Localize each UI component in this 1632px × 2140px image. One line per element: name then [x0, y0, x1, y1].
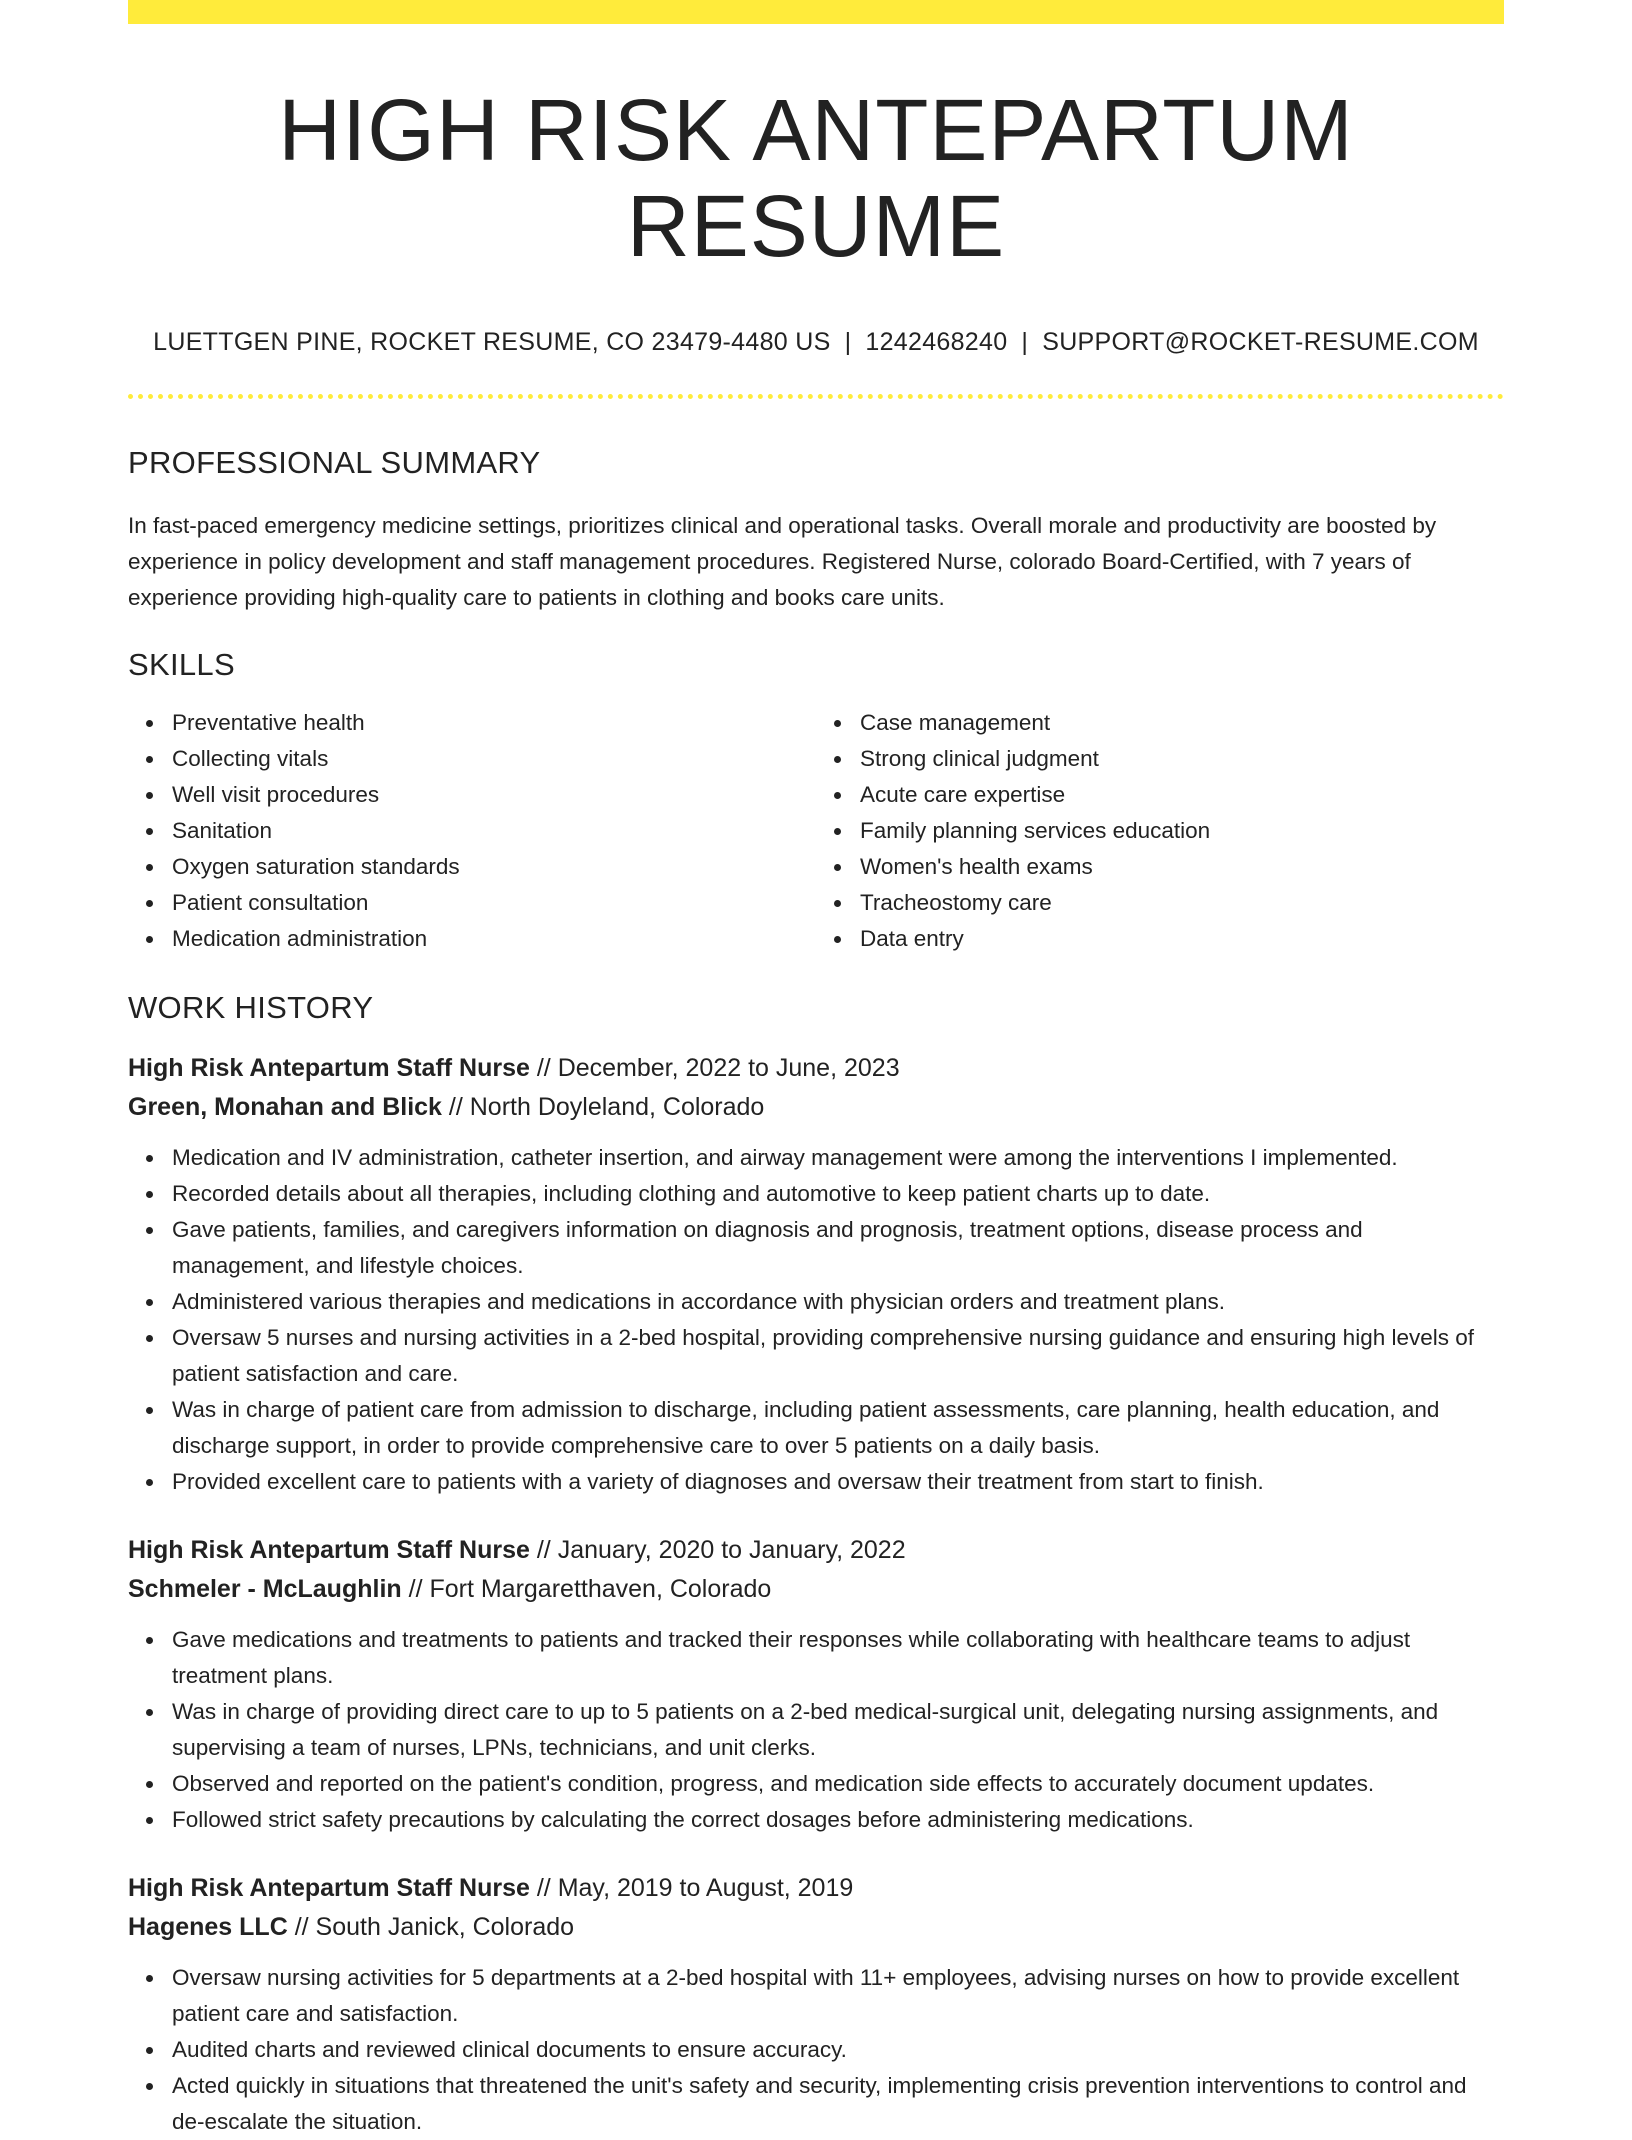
job-bullet: Oversaw 5 nurses and nursing activities in a 2-bed hospital, providing comprehensive nursing guidance and ensuring high levels of patient satisfaction and care. [172, 1320, 1504, 1392]
job-company-line [128, 1088, 1504, 1127]
job-title: High Risk Antepartum Staff Nurse [128, 1873, 530, 1902]
skill-item: Medication administration [172, 921, 816, 957]
contact-address: LUETTGEN PINE, ROCKET RESUME, CO 23479-4480 US [153, 328, 831, 357]
job-bullet: Recorded details about all therapies, including clothing and automotive to keep patient charts up to date. [172, 1176, 1504, 1212]
contact-email[interactable]: SUPPORT@ROCKET-RESUME.COM [1042, 328, 1479, 357]
job-list [128, 1049, 1504, 2140]
job-company: Hagenes LLC [128, 1912, 288, 1941]
resume-title: HIGH RISK ANTEPARTUM RESUME [278, 82, 1354, 275]
job-bullet: Administered various therapies and medications in accordance with physician orders and treatment plans. [172, 1284, 1504, 1320]
job-location: // North Doyleland, Colorado [441, 1092, 765, 1121]
skill-item: Women's health exams [860, 849, 1504, 885]
job-bullet: Followed strict safety precautions by calculating the correct dosages before administering medications. [172, 1802, 1504, 1838]
job-title: High Risk Antepartum Staff Nurse [128, 1053, 530, 1082]
job-bullet: Oversaw nursing activities for 5 departments at a 2-bed hospital with 11+ employees, advising nurses on how to provide excellent patient care and satisfaction. [172, 1960, 1504, 2032]
job-entry [128, 1531, 1504, 1838]
skills-list-right [816, 705, 1504, 957]
skill-item: Sanitation [172, 813, 816, 849]
skill-item: Preventative health [172, 705, 816, 741]
skill-item: Patient consultation [172, 885, 816, 921]
skills-heading: SKILLS [128, 646, 235, 682]
contact-phone[interactable]: 1242468240 [865, 328, 1008, 357]
job-company-line [128, 1570, 1504, 1609]
job-dates: // December, 2022 to June, 2023 [529, 1053, 900, 1082]
job-company-line [128, 1908, 1504, 1947]
job-dates: // May, 2019 to August, 2019 [529, 1873, 854, 1902]
resume-page [128, 0, 1504, 2140]
job-title-line [128, 1531, 1504, 1570]
job-bullet: Gave medications and treatments to patients and tracked their responses while collaborating with healthcare teams to adjust treatment plans. [172, 1622, 1504, 1694]
job-entry [128, 1869, 1504, 2140]
skill-item: Case management [860, 705, 1504, 741]
job-bullet: Observed and reported on the patient's condition, progress, and medication side effects to accurately document updates. [172, 1766, 1504, 1802]
skills-list-left [128, 705, 816, 957]
work-history-heading: WORK HISTORY [128, 989, 374, 1025]
skill-item: Acute care expertise [860, 777, 1504, 813]
skill-item: Tracheostomy care [860, 885, 1504, 921]
job-location: // South Janick, Colorado [287, 1912, 575, 1941]
accent-top-bar [128, 0, 1504, 24]
skills-columns [128, 705, 1504, 957]
job-bullet: Medication and IV administration, catheter insertion, and airway management were among the interventions I implemented. [172, 1140, 1504, 1176]
skill-item: Well visit procedures [172, 777, 816, 813]
skills-section [128, 646, 1504, 957]
job-entry [128, 1049, 1504, 1500]
job-bullets [128, 1960, 1504, 2140]
skill-item: Data entry [860, 921, 1504, 957]
work-history-section [128, 989, 1504, 2140]
job-dates: // January, 2020 to January, 2022 [529, 1535, 906, 1564]
professional-summary-section [128, 444, 1504, 615]
job-bullet: Acted quickly in situations that threatened the unit's safety and security, implementing crisis prevention interventions to control and de-escalate the situation. [172, 2068, 1504, 2140]
contact-separator: | [1021, 328, 1029, 357]
job-title: High Risk Antepartum Staff Nurse [128, 1535, 530, 1564]
contact-separator: | [844, 328, 852, 357]
job-location: // Fort Margaretthaven, Colorado [401, 1574, 772, 1603]
skill-item: Family planning services education [860, 813, 1504, 849]
job-bullet: Gave patients, families, and caregivers information on diagnosis and prognosis, treatment options, disease process and management, and lifestyle choices. [172, 1212, 1504, 1284]
summary-text: In fast-paced emergency medicine settings, prioritizes clinical and operational tasks. Overall morale and productivity are boosted by experience in policy development and staff management procedures. Registered Nurse, colorado Board-Certified, with 7 years of experience providing high-quality care to patients in clothing and books care units. [128, 512, 1437, 610]
dotted-divider [128, 394, 1504, 399]
skill-item: Collecting vitals [172, 741, 816, 777]
job-bullets [128, 1140, 1504, 1500]
summary-heading: PROFESSIONAL SUMMARY [128, 445, 541, 481]
job-title-line [128, 1869, 1504, 1908]
job-bullet: Was in charge of providing direct care to up to 5 patients on a 2-bed medical-surgical unit, delegating nursing assignments, and supervising a team of nurses, LPNs, technicians, and unit clerks. [172, 1694, 1504, 1766]
job-bullet: Was in charge of patient care from admission to discharge, including patient assessments, care planning, health education, and discharge support, in order to provide comprehensive care to over 5 patients on a daily basis. [172, 1392, 1504, 1464]
job-title-line [128, 1049, 1504, 1088]
contact-line [128, 327, 1504, 357]
job-company: Schmeler - McLaughlin [128, 1574, 402, 1603]
skill-item: Oxygen saturation standards [172, 849, 816, 885]
job-bullets [128, 1622, 1504, 1838]
job-company: Green, Monahan and Blick [128, 1092, 442, 1121]
skill-item: Strong clinical judgment [860, 741, 1504, 777]
job-bullet: Provided excellent care to patients with a variety of diagnoses and oversaw their treatment from start to finish. [172, 1464, 1504, 1500]
job-bullet: Audited charts and reviewed clinical documents to ensure accuracy. [172, 2032, 1504, 2068]
